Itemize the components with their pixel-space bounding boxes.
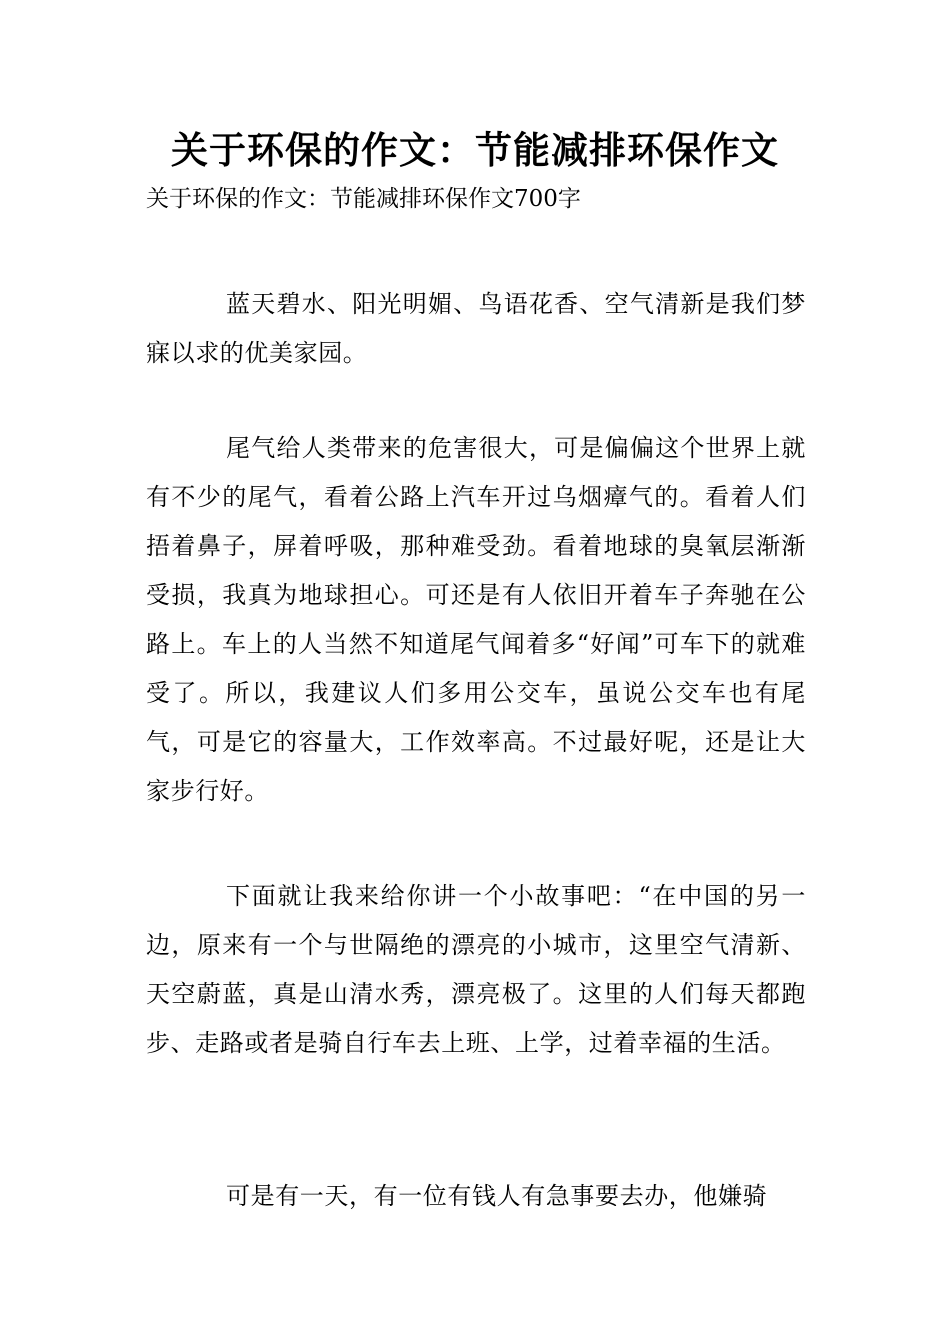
paragraph: 下面就让我来给你讲一个小故事吧：“在中国的另一边，原来有一个与世隔绝的漂亮的小城市，这里空气清新、天空蔚蓝，真是山清水秀，漂亮极了。这里的人们每天都跑步、走路或者是骑自行车去上班、上学，过着幸福的生活。 [146, 882, 806, 1057]
paragraph: 蓝天碧水、阳光明媚、鸟语花香、空气清新是我们梦寐以求的优美家园。 [146, 290, 806, 367]
paragraph: 可是有一天，有一位有钱人有急事要去办，他嫌骑 [226, 1182, 768, 1210]
paragraph: 尾气给人类带来的危害很大，可是偏偏这个世界上就有不少的尾气，看着公路上汽车开过乌烟瘴气的。看着人们捂着鼻子，屏着呼吸，那种难受劲。看着地球的臭氧层渐渐受损，我真为地球担心。可还是有人依旧开着车子奔驰在公路上。车上的人当然不知道尾气闻着多“好闻”可车下的就难受了。所以，我建议人们多用公交车，虽说公交车也有尾气，可是它的容量大，工作效率高。不过最好呢，还是让大家步行好。 [146, 434, 806, 805]
document-title: 关于环保的作文：节能减排环保作文 [171, 129, 779, 172]
document-subtitle: 关于环保的作文：节能减排环保作文700字 [146, 186, 581, 212]
